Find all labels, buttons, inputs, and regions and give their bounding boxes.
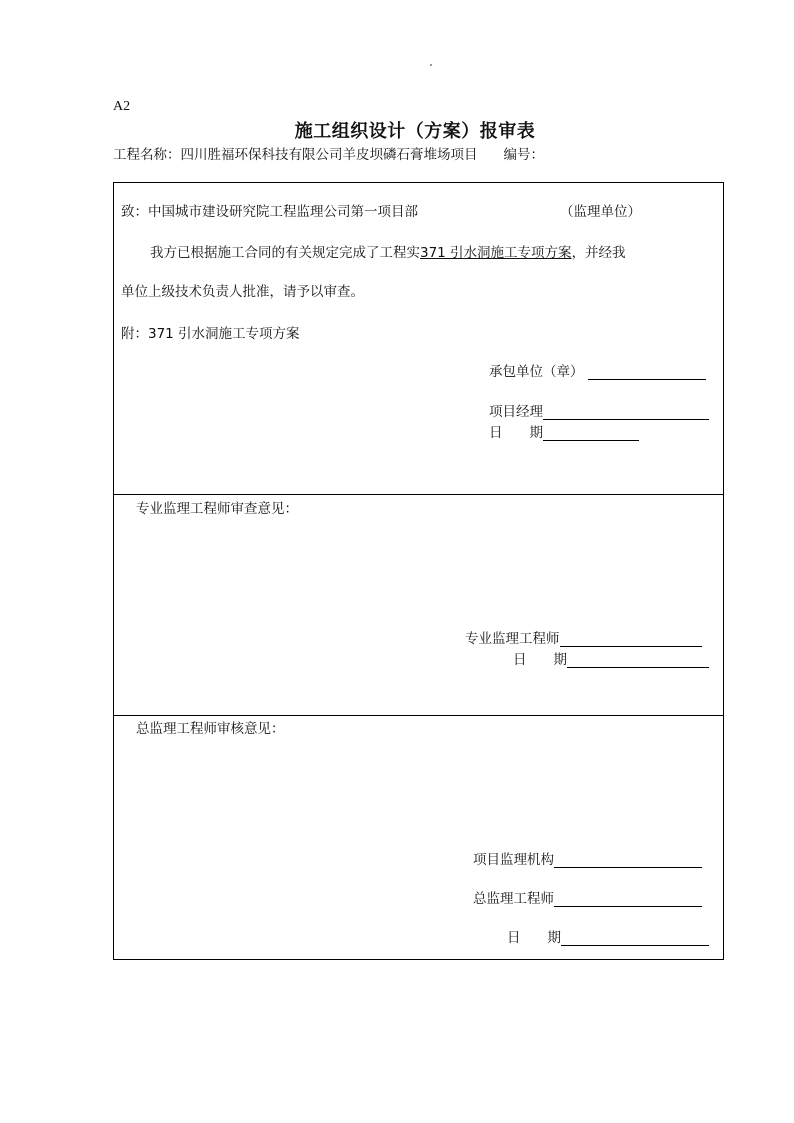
section3-date-blank[interactable] xyxy=(561,931,709,946)
engineer-signature-row xyxy=(465,627,702,647)
engineer-blank[interactable] xyxy=(560,632,702,647)
org-blank[interactable] xyxy=(554,853,702,868)
section1-date-row xyxy=(489,421,639,441)
chief-blank[interactable] xyxy=(554,892,702,907)
manager-label: 项目经理 xyxy=(489,404,543,420)
contractor-blank[interactable] xyxy=(588,365,706,380)
project-name-value: 四川胜福环保科技有限公司羊皮坝磷石膏堆场项目 xyxy=(180,147,478,163)
section3-date-row xyxy=(507,926,709,946)
section1-date-label: 日 期 xyxy=(489,425,543,441)
body-text-part2: ，并经我 xyxy=(571,245,626,261)
section1-date-blank[interactable] xyxy=(543,426,639,441)
section3-date-label: 日 期 xyxy=(507,930,561,946)
body-text-part1: 我方已根据施工合同的有关规定完成了工程实 xyxy=(150,245,420,261)
form-title: 施工组织设计（方案）报审表 xyxy=(294,121,536,142)
section2-date-blank[interactable] xyxy=(567,653,709,668)
attachment-line: 附：371 引水洞施工专项方案 xyxy=(121,326,300,342)
section3-heading: 总监理工程师审核意见： xyxy=(136,721,285,737)
divider-2 xyxy=(114,715,723,716)
org-label: 项目监理机构 xyxy=(473,852,554,868)
engineer-label: 专业监理工程师 xyxy=(465,631,560,647)
contractor-label: 承包单位（章） xyxy=(489,364,584,380)
project-line xyxy=(113,143,544,163)
chief-signature-row xyxy=(473,887,702,907)
section2-date-label: 日 期 xyxy=(513,652,567,668)
form-code: A2 xyxy=(113,99,131,114)
addressee-line xyxy=(121,200,418,220)
addressee-org: 中国城市建设研究院工程监理公司第一项目部 xyxy=(148,204,418,220)
body-line-1 xyxy=(150,241,626,261)
manager-blank[interactable] xyxy=(543,405,709,420)
body-text-underlined: 371 引水洞施工专项方案 xyxy=(420,245,572,261)
contractor-signature-row xyxy=(489,360,706,380)
section2-heading: 专业监理工程师审查意见： xyxy=(136,501,298,517)
chief-label: 总监理工程师 xyxy=(473,891,554,907)
project-name-label: 工程名称： xyxy=(113,147,181,163)
addressee-prefix: 致： xyxy=(121,204,148,220)
manager-signature-row xyxy=(489,400,709,420)
divider-1 xyxy=(114,494,723,495)
section2-date-row xyxy=(513,648,709,668)
number-label: 编号： xyxy=(503,147,544,163)
page-dot-mark xyxy=(430,64,432,66)
org-signature-row xyxy=(473,848,702,868)
approval-form-table xyxy=(113,182,724,960)
addressee-role: （监理单位） xyxy=(560,204,641,220)
body-line-2: 单位上级技术负责人批准，请予以审查。 xyxy=(121,284,364,300)
